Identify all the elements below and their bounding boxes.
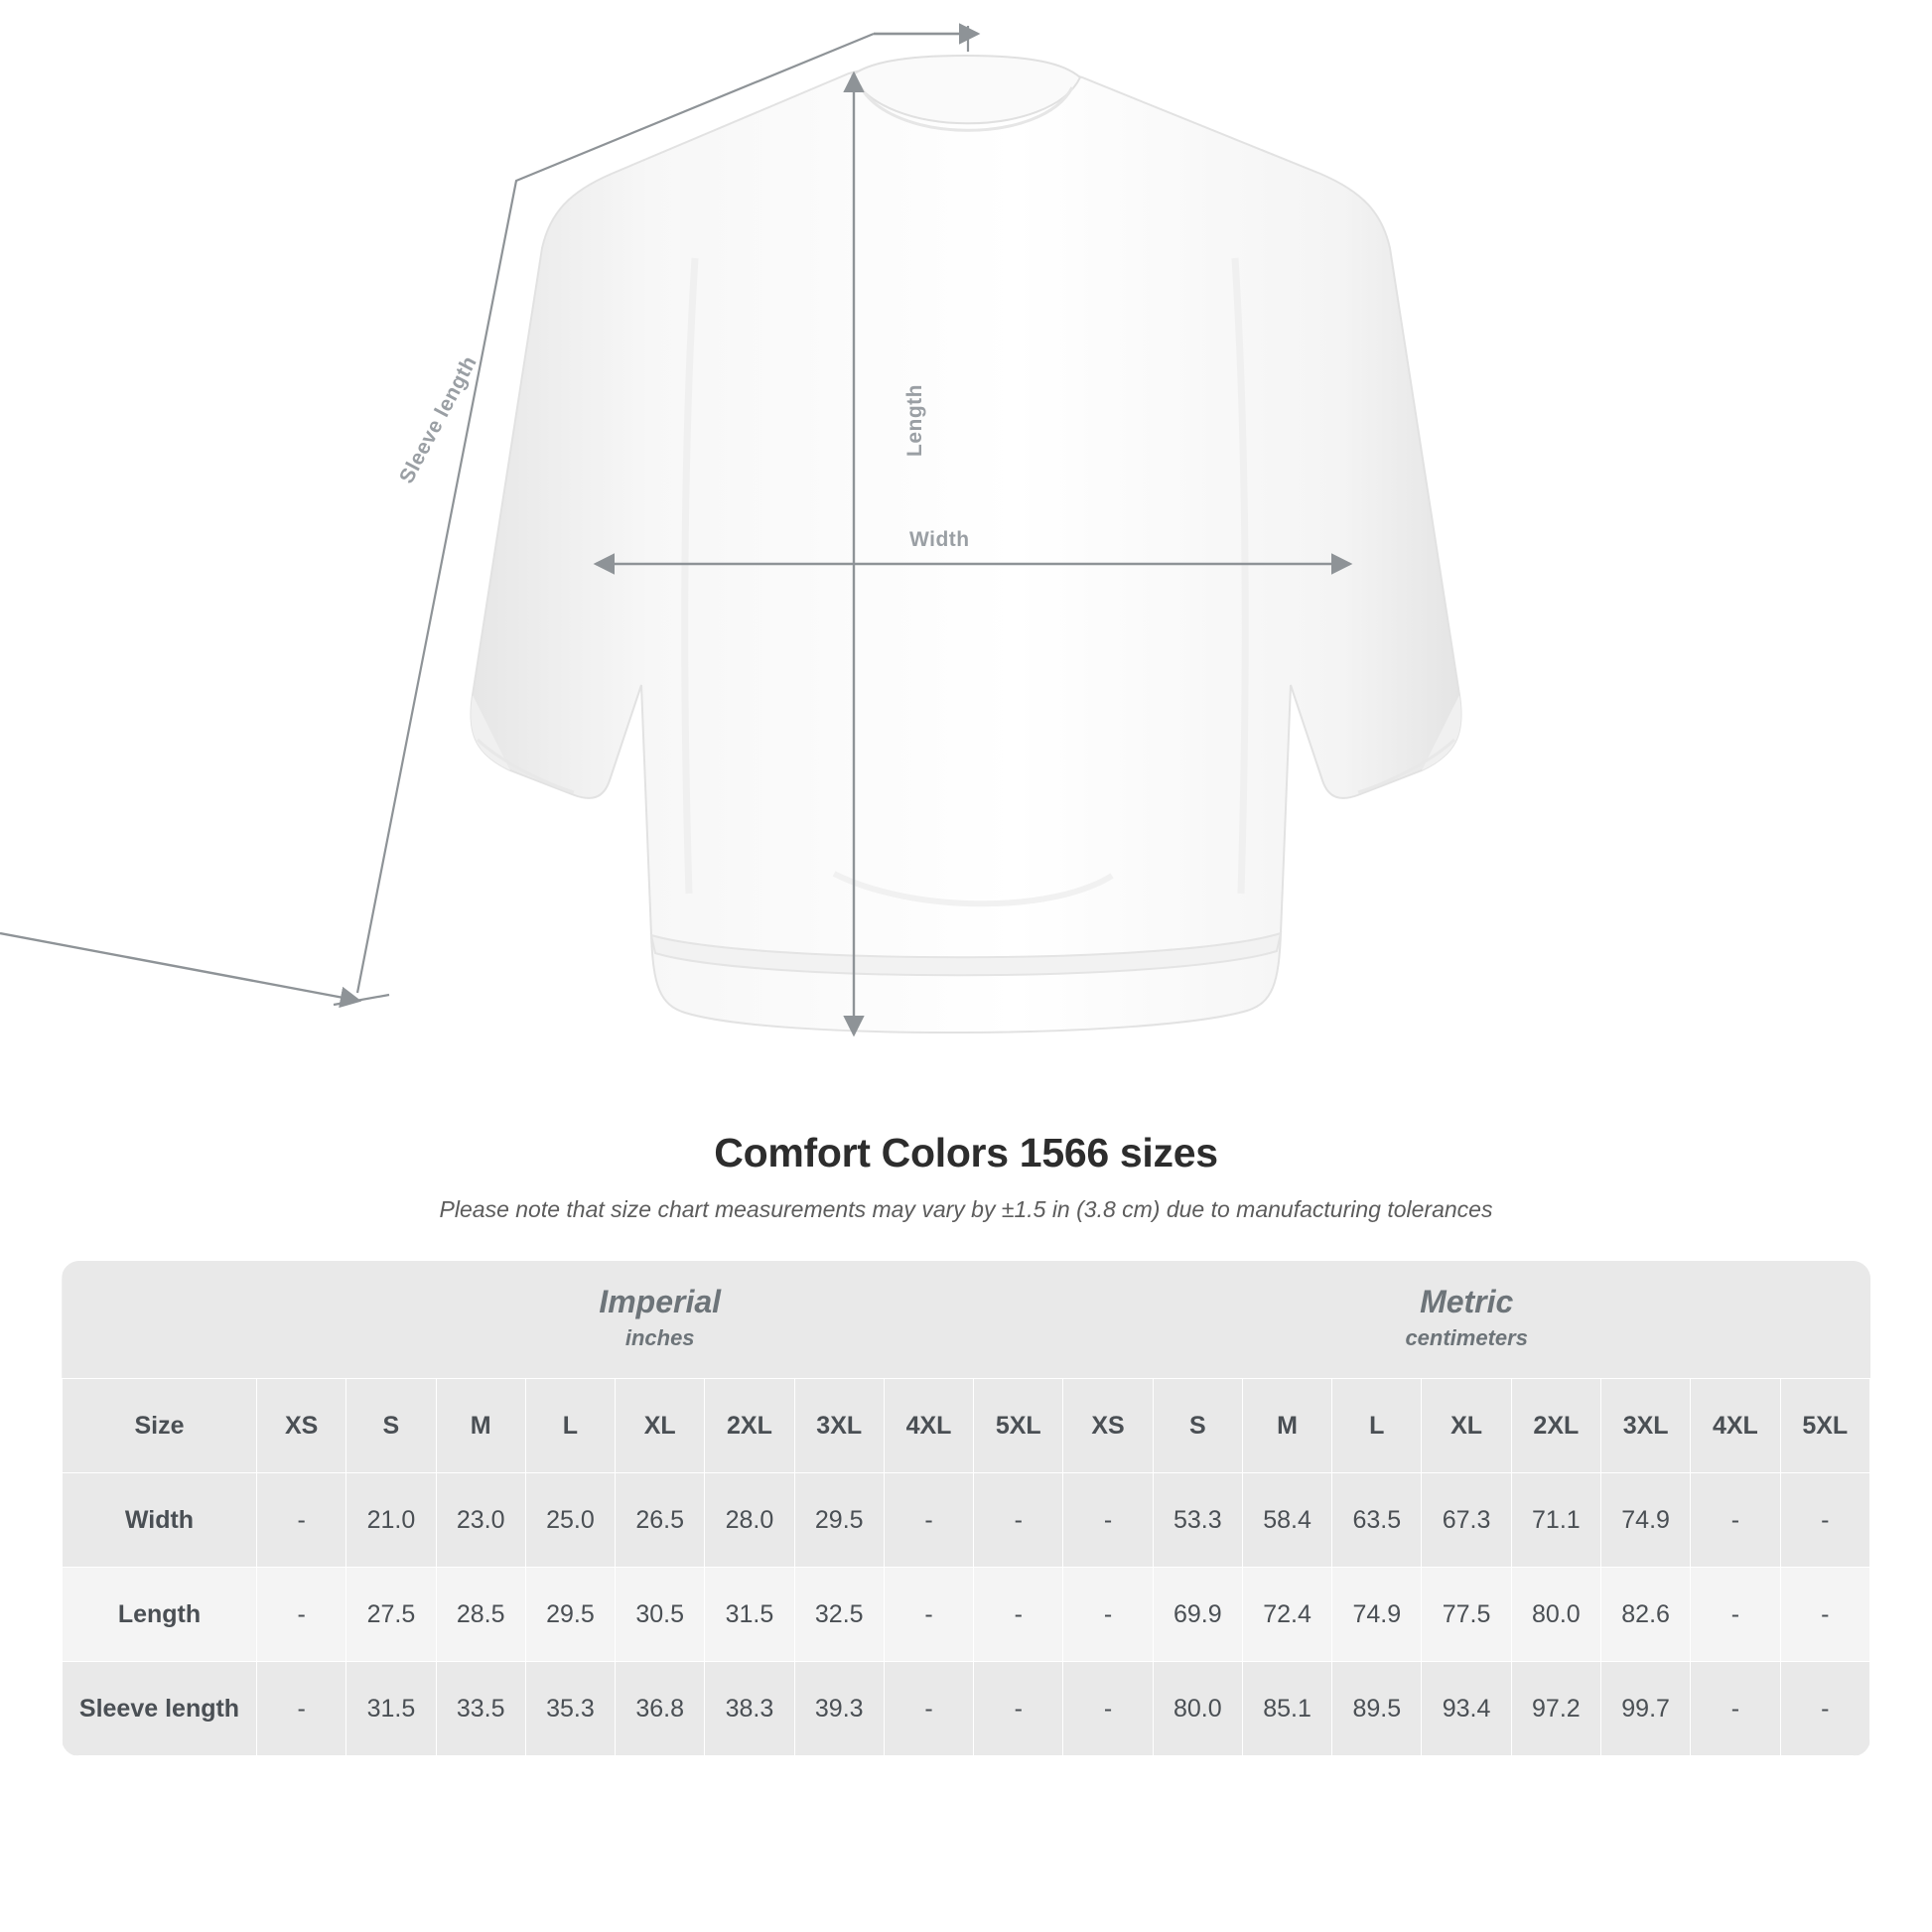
cell-sleeve-metric-4xl: - xyxy=(1691,1662,1780,1756)
cell-width-imperial-l: 25.0 xyxy=(525,1473,615,1568)
cell-length-metric-xs: - xyxy=(1063,1568,1153,1662)
unit-group-imperial-sub: inches xyxy=(624,1324,695,1350)
sleeve-length-dimension-label: Sleeve length xyxy=(395,351,482,487)
unit-header-row xyxy=(63,1261,1870,1379)
size-header-label: Size xyxy=(63,1379,257,1473)
cell-width-imperial-s: 21.0 xyxy=(346,1473,436,1568)
size-header-metric-s: S xyxy=(1153,1379,1242,1473)
cell-width-imperial-2xl: 28.0 xyxy=(705,1473,794,1568)
cell-width-imperial-3xl: 29.5 xyxy=(794,1473,884,1568)
cell-sleeve-imperial-3xl: 39.3 xyxy=(794,1662,884,1756)
cell-sleeve-metric-xl: 93.4 xyxy=(1422,1662,1511,1756)
cell-sleeve-imperial-l: 35.3 xyxy=(525,1662,615,1756)
unit-group-imperial-name: Imperial xyxy=(599,1284,722,1319)
cell-length-metric-3xl: 82.6 xyxy=(1600,1568,1690,1662)
size-header-metric-l: L xyxy=(1332,1379,1422,1473)
cell-width-metric-4xl: - xyxy=(1691,1473,1780,1568)
size-header-imperial-4xl: 4XL xyxy=(884,1379,973,1473)
cell-length-metric-l: 74.9 xyxy=(1332,1568,1422,1662)
size-header-imperial-s: S xyxy=(346,1379,436,1473)
cell-width-metric-3xl: 74.9 xyxy=(1600,1473,1690,1568)
cell-length-imperial-s: 27.5 xyxy=(346,1568,436,1662)
cell-length-imperial-xl: 30.5 xyxy=(616,1568,705,1662)
cell-sleeve-imperial-5xl: - xyxy=(974,1662,1063,1756)
cell-length-imperial-3xl: 32.5 xyxy=(794,1568,884,1662)
page-title: Comfort Colors 1566 sizes xyxy=(714,1130,1218,1175)
cell-sleeve-metric-xs: - xyxy=(1063,1662,1153,1756)
cell-length-imperial-4xl: - xyxy=(884,1568,973,1662)
row-label-sleeve-length: Sleeve length xyxy=(63,1662,257,1756)
cell-sleeve-imperial-s: 31.5 xyxy=(346,1662,436,1756)
cell-length-metric-s: 69.9 xyxy=(1153,1568,1242,1662)
cell-length-imperial-xs: - xyxy=(257,1568,346,1662)
cell-width-imperial-m: 23.0 xyxy=(436,1473,525,1568)
cell-width-metric-5xl: - xyxy=(1780,1473,1869,1568)
unit-group-metric-name: Metric xyxy=(1420,1284,1514,1319)
length-dimension-label: Length xyxy=(903,384,926,457)
cell-width-metric-xs: - xyxy=(1063,1473,1153,1568)
size-header-row xyxy=(63,1379,1870,1473)
size-header-imperial-m: M xyxy=(436,1379,525,1473)
cell-length-imperial-m: 28.5 xyxy=(436,1568,525,1662)
table-row xyxy=(63,1662,1870,1756)
cell-width-imperial-4xl: - xyxy=(884,1473,973,1568)
cell-sleeve-metric-l: 89.5 xyxy=(1332,1662,1422,1756)
cell-sleeve-metric-3xl: 99.7 xyxy=(1600,1662,1690,1756)
cell-length-metric-4xl: - xyxy=(1691,1568,1780,1662)
cell-sleeve-imperial-m: 33.5 xyxy=(436,1662,525,1756)
size-header-imperial-xl: XL xyxy=(616,1379,705,1473)
cell-length-metric-5xl: - xyxy=(1780,1568,1869,1662)
cell-length-imperial-5xl: - xyxy=(974,1568,1063,1662)
title-block xyxy=(0,1130,1932,1223)
size-header-imperial-3xl: 3XL xyxy=(794,1379,884,1473)
row-label-width: Width xyxy=(63,1473,257,1568)
table-row xyxy=(63,1568,1870,1662)
table-row xyxy=(63,1473,1870,1568)
size-header-imperial-l: L xyxy=(525,1379,615,1473)
cell-length-metric-2xl: 80.0 xyxy=(1511,1568,1600,1662)
cell-width-metric-m: 58.4 xyxy=(1242,1473,1331,1568)
cell-sleeve-metric-s: 80.0 xyxy=(1153,1662,1242,1756)
cell-sleeve-imperial-2xl: 38.3 xyxy=(705,1662,794,1756)
size-header-metric-3xl: 3XL xyxy=(1600,1379,1690,1473)
size-header-imperial-2xl: 2XL xyxy=(705,1379,794,1473)
cell-length-metric-m: 72.4 xyxy=(1242,1568,1331,1662)
cell-sleeve-imperial-xl: 36.8 xyxy=(616,1662,705,1756)
size-header-metric-xl: XL xyxy=(1422,1379,1511,1473)
size-header-metric-xs: XS xyxy=(1063,1379,1153,1473)
row-label-length: Length xyxy=(63,1568,257,1662)
cell-sleeve-metric-2xl: 97.2 xyxy=(1511,1662,1600,1756)
cell-width-imperial-5xl: - xyxy=(974,1473,1063,1568)
size-header-imperial-5xl: 5XL xyxy=(974,1379,1063,1473)
cell-length-imperial-l: 29.5 xyxy=(525,1568,615,1662)
size-header-metric-2xl: 2XL xyxy=(1511,1379,1600,1473)
size-header-metric-5xl: 5XL xyxy=(1780,1379,1869,1473)
cell-width-metric-l: 63.5 xyxy=(1332,1473,1422,1568)
size-table xyxy=(62,1261,1870,1756)
cell-length-metric-xl: 77.5 xyxy=(1422,1568,1511,1662)
cell-width-metric-s: 53.3 xyxy=(1153,1473,1242,1568)
cell-sleeve-metric-5xl: - xyxy=(1780,1662,1869,1756)
cell-width-imperial-xl: 26.5 xyxy=(616,1473,705,1568)
cell-width-metric-xl: 67.3 xyxy=(1422,1473,1511,1568)
cell-sleeve-imperial-xs: - xyxy=(257,1662,346,1756)
cell-sleeve-metric-m: 85.1 xyxy=(1242,1662,1331,1756)
size-header-imperial-xs: XS xyxy=(257,1379,346,1473)
size-header-metric-m: M xyxy=(1242,1379,1331,1473)
cell-length-imperial-2xl: 31.5 xyxy=(705,1568,794,1662)
cell-width-imperial-xs: - xyxy=(257,1473,346,1568)
size-table-wrapper xyxy=(62,1261,1870,1756)
size-header-metric-4xl: 4XL xyxy=(1691,1379,1780,1473)
width-dimension-label: Width xyxy=(909,528,970,551)
cell-width-metric-2xl: 71.1 xyxy=(1511,1473,1600,1568)
tolerance-note: Please note that size chart measurements may vary by ±1.5 in (3.8 cm) due to manufacturing tolerances xyxy=(439,1196,1493,1222)
table-corner xyxy=(63,1261,257,1379)
cell-sleeve-imperial-4xl: - xyxy=(884,1662,973,1756)
unit-group-metric-sub: centimeters xyxy=(1405,1324,1528,1350)
unit-group-imperial xyxy=(257,1261,1063,1379)
unit-group-metric xyxy=(1063,1261,1870,1379)
